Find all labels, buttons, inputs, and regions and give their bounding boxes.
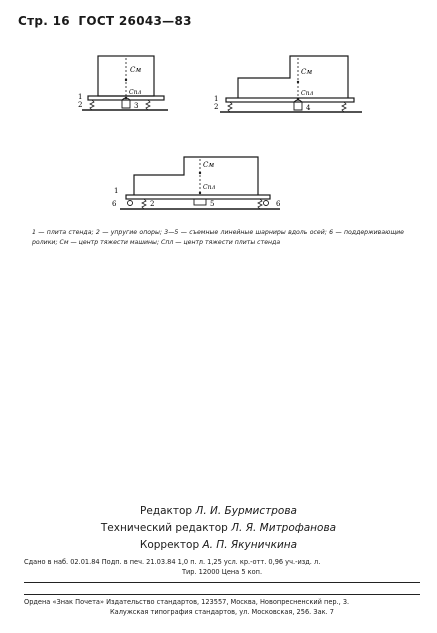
label-cpl: Cпл <box>203 184 216 191</box>
label-3: 3 <box>134 102 139 110</box>
figure-3-diagram <box>112 153 287 218</box>
publisher-line-1: Ордена «Знак Почета» Издательство стандартов, 123557, Москва, Новопресненский пер., 3. <box>24 598 350 606</box>
editor-role: Редактор <box>140 505 193 517</box>
label-4: 4 <box>306 104 311 112</box>
corrector-line <box>0 537 437 554</box>
publisher-line-2: Калужская типография стандартов, ул. Московская, 256. Зак. 7 <box>110 608 334 616</box>
label-1: 1 <box>78 93 83 101</box>
label-6-left: 6 <box>112 200 117 208</box>
label-cpl: Cпл <box>129 89 142 96</box>
corrector-role: Корректор <box>139 539 200 551</box>
publisher-info <box>24 597 420 617</box>
label-cpl: Cпл <box>301 90 314 97</box>
machine-body <box>238 56 348 98</box>
editor-line <box>0 503 437 520</box>
label-cm: Cм <box>301 68 313 76</box>
hinge <box>194 199 206 205</box>
support-roller <box>128 201 133 206</box>
label-1: 1 <box>114 187 119 195</box>
elastic-support <box>90 100 94 110</box>
imprint-line-1: Сдано в наб. 02.01.84 Подп. в печ. 21.03.84 1,0 п. л. 1,25 усл. кр.-отт. 0,96 уч.-изд. л. <box>24 558 321 566</box>
credits-block <box>0 503 437 554</box>
corrector-name: А. П. Якуничкина <box>202 539 298 551</box>
figure-1-diagram <box>78 52 168 127</box>
support-roller <box>264 201 269 206</box>
divider-rule <box>24 582 420 583</box>
print-imprint <box>24 557 420 577</box>
standard-designation: ГОСТ 26043—83 <box>78 14 192 28</box>
machine-body <box>134 157 258 195</box>
elastic-support <box>142 199 146 209</box>
elastic-support <box>146 100 150 110</box>
stand-plate <box>226 98 354 102</box>
label-5: 5 <box>210 200 215 208</box>
tech-editor-role: Технический редактор <box>100 522 228 534</box>
figure-2-diagram <box>210 52 370 127</box>
page-number: Стр. 16 <box>18 14 70 28</box>
tech-editor-name: Л. Я. Митрофанова <box>231 522 337 534</box>
elastic-support <box>342 102 346 112</box>
divider-rule <box>24 594 420 595</box>
elastic-support <box>258 199 262 209</box>
label-2: 2 <box>78 101 83 109</box>
imprint-line-2: Тир. 12000 Цена 5 коп. <box>181 568 263 576</box>
label-6-right: 6 <box>276 200 281 208</box>
editor-name: Л. И. Бурмистрова <box>195 505 297 517</box>
label-2: 2 <box>150 200 155 208</box>
label-2: 2 <box>214 103 219 111</box>
tech-editor-line <box>0 520 437 537</box>
figure-caption: 1 — плита стенда; 2 — упругие опоры; 3—5 — съемные линейные шарниры вдоль осей; 6 — поддерживающие ролики; Cм — центр тяжести машины; Cпл — центр тяжести плиты стенда <box>32 229 404 246</box>
label-cm: Cм <box>203 161 215 169</box>
stand-plate <box>126 195 270 199</box>
page-header <box>18 14 196 28</box>
elastic-support <box>228 102 232 112</box>
label-1: 1 <box>214 95 219 103</box>
label-cm: Cм <box>130 66 142 74</box>
